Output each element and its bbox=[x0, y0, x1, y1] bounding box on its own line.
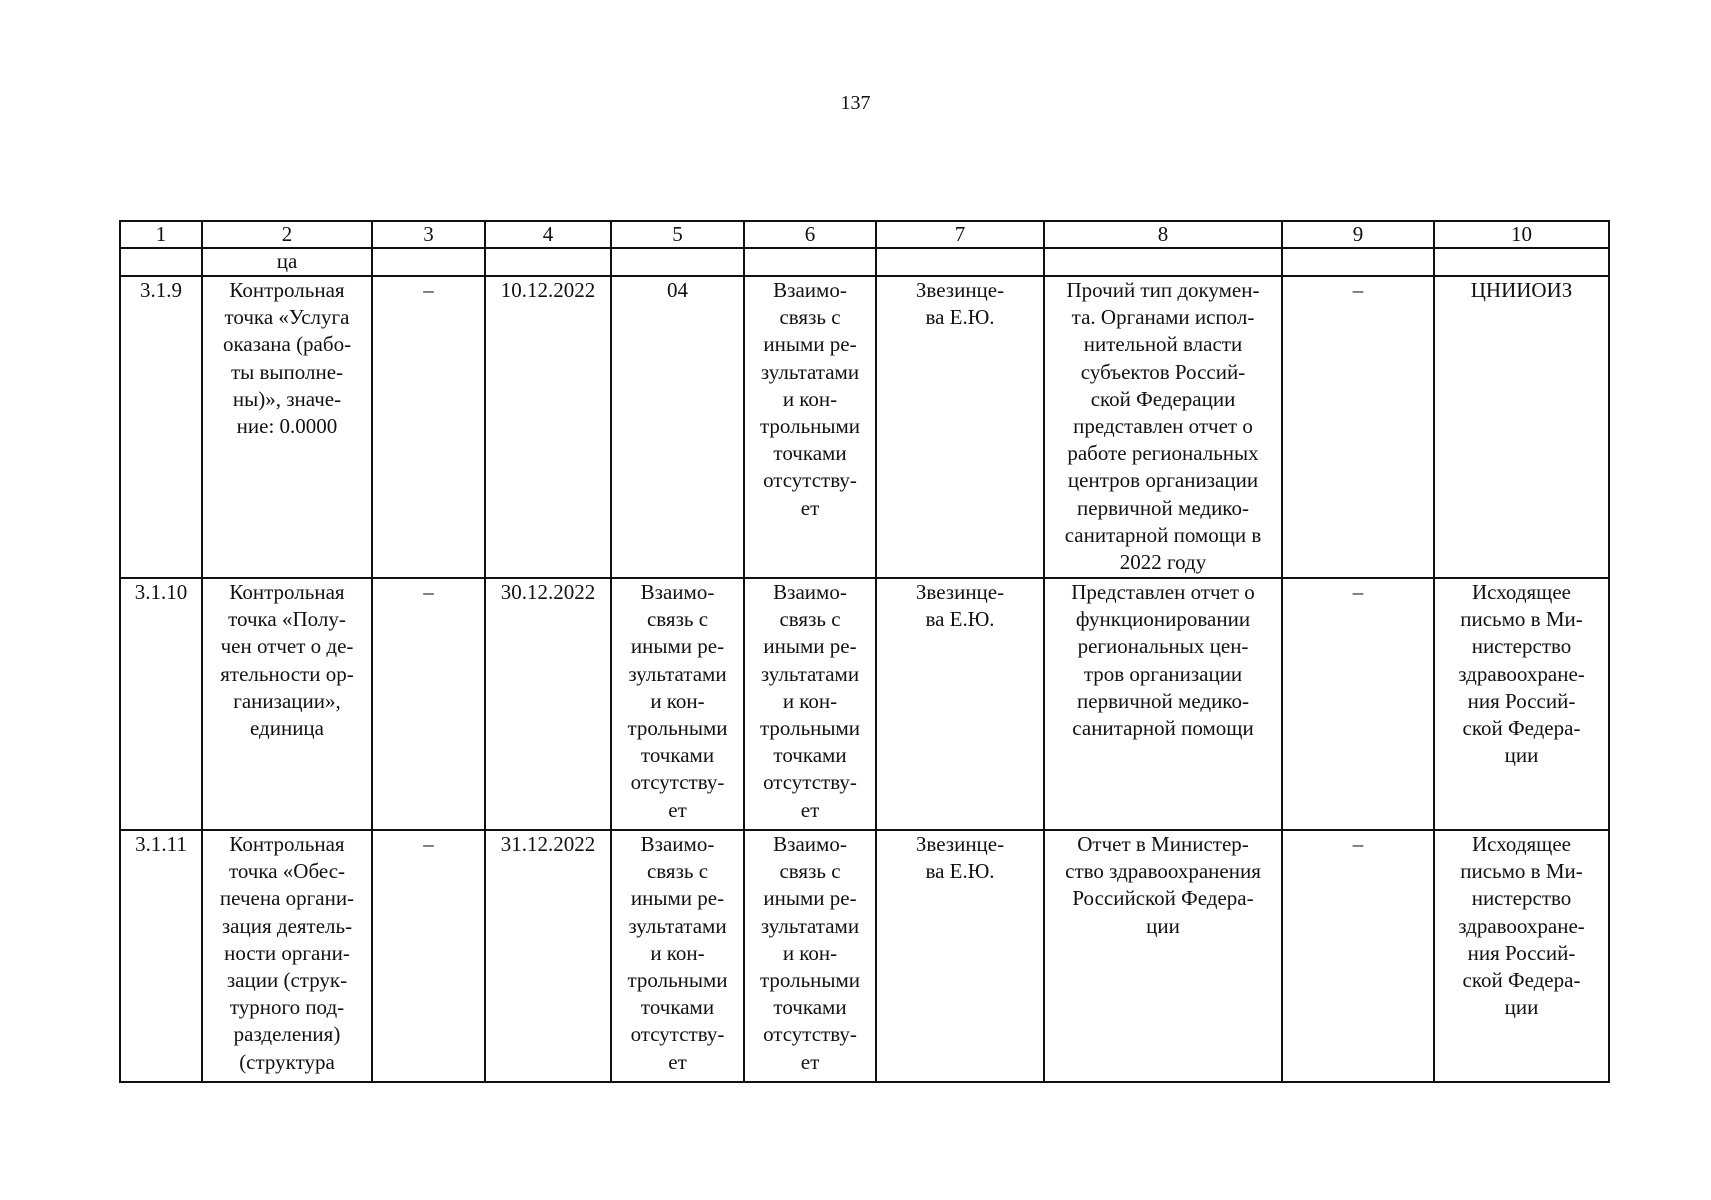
text-line: ва Е.Ю. bbox=[925, 305, 995, 330]
text-line: точками bbox=[773, 441, 847, 466]
text-line: ятельности ор- bbox=[220, 661, 354, 686]
column-number-row bbox=[120, 221, 1609, 248]
text-line: работе региональных bbox=[1067, 441, 1259, 466]
text-line: письмо в Ми- bbox=[1460, 607, 1583, 632]
text-line: трольными bbox=[627, 968, 728, 993]
text-line: региональных цен- bbox=[1077, 634, 1249, 659]
text-line: субъектов Россий- bbox=[1080, 359, 1246, 384]
table-cell bbox=[120, 248, 202, 276]
result-description bbox=[1044, 830, 1282, 1082]
col9-value: – bbox=[1282, 578, 1434, 830]
text-line: ности органи- bbox=[224, 940, 350, 965]
result-description bbox=[1044, 578, 1282, 830]
col10-value bbox=[1434, 578, 1609, 830]
col3-value: – bbox=[372, 830, 485, 1082]
text-line: первичной медико- bbox=[1077, 688, 1249, 713]
control-point-name bbox=[202, 276, 372, 578]
text-line: связь с bbox=[779, 607, 841, 632]
column-header: 4 bbox=[485, 221, 611, 248]
column-header: 1 bbox=[120, 221, 202, 248]
col9-value: – bbox=[1282, 276, 1434, 578]
due-date: 31.12.2022 bbox=[485, 830, 611, 1082]
text-line: Контрольная bbox=[229, 580, 345, 604]
text-line: Взаимо- bbox=[640, 580, 715, 604]
text-line: Представлен отчет о bbox=[1071, 580, 1255, 604]
text-line: трольными bbox=[759, 968, 861, 993]
control-point-name bbox=[202, 830, 372, 1082]
text-line: трольными bbox=[627, 716, 728, 741]
text-line: Взаимо- bbox=[640, 832, 715, 856]
text-line: разделения) bbox=[233, 1022, 341, 1047]
text-line: 2022 году bbox=[1119, 550, 1207, 575]
text-line: отсутству- bbox=[630, 770, 725, 795]
text-line: зультатами bbox=[628, 913, 727, 938]
text-line: точками bbox=[640, 743, 715, 768]
text-line: чен отчет о де- bbox=[220, 634, 354, 659]
column-header: 10 bbox=[1434, 221, 1609, 248]
text-line: ет bbox=[800, 495, 820, 520]
text-line: единица bbox=[249, 716, 324, 741]
text-line: иными ре- bbox=[763, 634, 857, 659]
text-line: ции bbox=[1504, 743, 1539, 768]
text-line: нительной власти bbox=[1083, 332, 1243, 357]
col10-value bbox=[1434, 276, 1609, 578]
table-cell bbox=[1282, 248, 1434, 276]
text-line: ва Е.Ю. bbox=[925, 859, 995, 884]
text-line: связь с bbox=[779, 859, 841, 884]
text-line: функционировании bbox=[1075, 607, 1251, 632]
page-number: 137 bbox=[840, 92, 871, 114]
text-line: ние: 0.0000 bbox=[236, 414, 338, 439]
col3-value: – bbox=[372, 276, 485, 578]
text-line: турного под- bbox=[229, 995, 345, 1020]
text-line: точками bbox=[773, 995, 847, 1020]
text-line: отсутству- bbox=[630, 1022, 725, 1047]
text-line: представлен отчет о bbox=[1073, 414, 1253, 439]
text-line: Исходящее bbox=[1472, 580, 1571, 604]
col5-value bbox=[611, 578, 744, 830]
text-line: ния Россий- bbox=[1467, 940, 1576, 965]
text-line: Контрольная bbox=[229, 278, 345, 302]
text-line: и кон- bbox=[782, 688, 838, 713]
text-line: тров организации bbox=[1083, 661, 1243, 686]
table-cell bbox=[1044, 248, 1282, 276]
text-line: иными ре- bbox=[630, 634, 725, 659]
table-row bbox=[120, 830, 1609, 1082]
col3-value: – bbox=[372, 578, 485, 830]
text-line: Исходящее bbox=[1472, 832, 1571, 856]
text-line: ции bbox=[1146, 913, 1180, 938]
text-line: зультатами bbox=[760, 913, 860, 938]
continuation-row bbox=[120, 248, 1609, 276]
text-line: санитарной помощи bbox=[1072, 716, 1254, 741]
due-date: 10.12.2022 bbox=[485, 276, 611, 578]
text-line: здравоохране- bbox=[1458, 913, 1585, 938]
col5-value bbox=[611, 276, 744, 578]
text-line: точка «Обес- bbox=[228, 859, 346, 884]
text-line: трольными bbox=[759, 716, 861, 741]
text-line: связь с bbox=[646, 859, 709, 884]
control-points-table bbox=[119, 220, 1610, 1083]
text-line: иными ре- bbox=[763, 332, 857, 357]
column-header: 7 bbox=[876, 221, 1044, 248]
text-line: ет bbox=[800, 1049, 820, 1074]
text-line: и кон- bbox=[782, 940, 838, 965]
text-line: точка «Услуга bbox=[224, 305, 350, 330]
table-cell bbox=[876, 248, 1044, 276]
text-line: ство здравоохранения bbox=[1065, 859, 1261, 884]
text-line: оказана (рабо- bbox=[222, 332, 352, 357]
text-line: та. Органами испол- bbox=[1071, 305, 1255, 330]
table-row bbox=[120, 578, 1609, 830]
text-line: ет bbox=[800, 797, 820, 822]
column-header: 3 bbox=[372, 221, 485, 248]
text-line: точка «Полу- bbox=[228, 607, 346, 632]
text-line: Отчет в Министер- bbox=[1077, 832, 1249, 856]
table-cell bbox=[1434, 248, 1609, 276]
responsible-person bbox=[876, 578, 1044, 830]
col6-value bbox=[744, 578, 876, 830]
text-line: нистерство bbox=[1471, 634, 1572, 659]
col10-value bbox=[1434, 830, 1609, 1082]
responsible-person bbox=[876, 276, 1044, 578]
text-line: и кон- bbox=[650, 940, 705, 965]
item-number: 3.1.10 bbox=[120, 578, 202, 830]
text-line: и кон- bbox=[782, 386, 838, 411]
responsible-person bbox=[876, 830, 1044, 1082]
item-number: 3.1.9 bbox=[120, 276, 202, 578]
text-line: отсутству- bbox=[763, 1022, 857, 1047]
column-header: 6 bbox=[744, 221, 876, 248]
text-line: ет bbox=[668, 797, 687, 822]
text-line: печена органи- bbox=[219, 886, 355, 911]
text-line: первичной медико- bbox=[1077, 495, 1249, 520]
text-line: ны)», значе- bbox=[232, 386, 342, 411]
text-line: Взаимо- bbox=[773, 832, 847, 856]
text-line: ской Федерации bbox=[1090, 386, 1236, 411]
text-line: Взаимо- bbox=[773, 580, 847, 604]
text-line: иными ре- bbox=[763, 886, 857, 911]
table-cell bbox=[611, 248, 744, 276]
text-line: ЦНИИОИЗ bbox=[1470, 278, 1573, 302]
text-line: нистерство bbox=[1471, 886, 1572, 911]
text-line: зация деятель- bbox=[221, 913, 353, 938]
text-line: ния Россий- bbox=[1467, 688, 1576, 713]
text-line: точками bbox=[773, 743, 847, 768]
text-line: ва Е.Ю. bbox=[925, 607, 995, 632]
column-header: 9 bbox=[1282, 221, 1434, 248]
text-line: ганизации», bbox=[233, 688, 341, 713]
column-header: 5 bbox=[611, 221, 744, 248]
column-header: 8 bbox=[1044, 221, 1282, 248]
text-line: Звезинце- bbox=[915, 278, 1005, 302]
text-line: Звезинце- bbox=[915, 832, 1005, 856]
table-cell bbox=[372, 248, 485, 276]
text-line: Звезинце- bbox=[915, 580, 1005, 604]
text-line: Российской Федера- bbox=[1072, 886, 1254, 911]
text-line: Взаимо- bbox=[773, 278, 847, 302]
text-line: ты выполне- bbox=[230, 359, 344, 384]
text-line: отсутству- bbox=[763, 770, 857, 795]
text-line: ской Федера- bbox=[1462, 716, 1581, 741]
col9-value: – bbox=[1282, 830, 1434, 1082]
text-line: ет bbox=[668, 1049, 687, 1074]
table-cell bbox=[744, 248, 876, 276]
text-line: связь с bbox=[646, 607, 709, 632]
text-line: (структура bbox=[239, 1049, 335, 1074]
text-line: и кон- bbox=[650, 688, 705, 713]
col5-value bbox=[611, 830, 744, 1082]
text-line: Контрольная bbox=[229, 832, 345, 856]
text-line: зультатами bbox=[760, 359, 860, 384]
table-cell bbox=[485, 248, 611, 276]
text-line: письмо в Ми- bbox=[1460, 859, 1583, 884]
text-line: связь с bbox=[779, 305, 841, 330]
column-header: 2 bbox=[202, 221, 372, 248]
text-line: трольными bbox=[759, 414, 861, 439]
due-date: 30.12.2022 bbox=[485, 578, 611, 830]
result-description bbox=[1044, 276, 1282, 578]
text-line: ской Федера- bbox=[1462, 968, 1581, 993]
control-point-name bbox=[202, 578, 372, 830]
text-line: здравоохране- bbox=[1458, 661, 1585, 686]
table-row bbox=[120, 276, 1609, 578]
text-line: центров организации bbox=[1067, 468, 1259, 493]
text-line: отсутству- bbox=[763, 468, 857, 493]
text-line: иными ре- bbox=[630, 886, 725, 911]
col6-value bbox=[744, 276, 876, 578]
table-cell: ца bbox=[202, 248, 372, 276]
text-line: точками bbox=[640, 995, 715, 1020]
text-line: Прочий тип докумен- bbox=[1066, 278, 1260, 302]
col6-value bbox=[744, 830, 876, 1082]
text-line: 04 bbox=[667, 278, 688, 302]
text-line: ции bbox=[1504, 995, 1539, 1020]
text-line: зации (струк- bbox=[226, 968, 348, 993]
text-line: зультатами bbox=[760, 661, 860, 686]
item-number: 3.1.11 bbox=[120, 830, 202, 1082]
text-line: зультатами bbox=[628, 661, 727, 686]
text-line: санитарной помощи в bbox=[1064, 522, 1262, 547]
